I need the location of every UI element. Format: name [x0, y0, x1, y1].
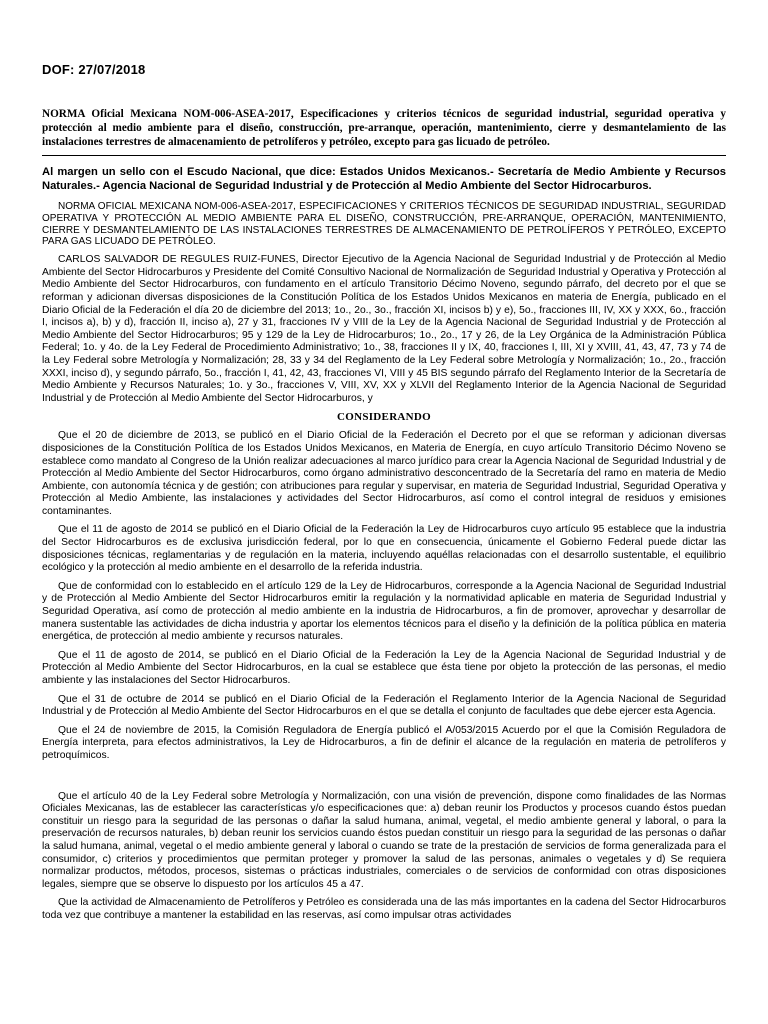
section-gap: [42, 769, 726, 791]
considerando-paragraph: Que el 20 de diciembre de 2013, se publicó en el Diario Oficial de la Federación el Decreto por el que se reforman y adicionan diversas disposiciones de la Constitución Política de los Estados Unidos Mexicanos, en Materia de Energía, en cuyo artículo Transitorio Décimo Noveno se establece como mandato al Congreso de la Unión realizar adecuaciones al marco jurídico para crear la Agencia Nacional de Seguridad Industrial y de Protección al Medio Ambiente del Sector Hidrocarburos, como órgano administrativo desconcentrado de la Secretaría del ramo en materia de Medio Ambiente, con autonomía técnica y de gestión; con atribuciones para regular y supervisar, en materia de Seguridad Industrial, Seguridad Operativa y Protección al Medio Ambiente, las instalaciones y actividades del Sector Hidrocarburos, así como el control integral de residuos y emisiones contaminantes.: [42, 430, 726, 517]
margen-sello: Al margen un sello con el Escudo Nacional, que dice: Estados Unidos Mexicanos.- Secretaría de Medio Ambiente y Recursos Naturales.- Agencia Nacional de Seguridad Industrial y de Protección al Medio Ambiente del Sector Hidrocarburos.: [42, 166, 726, 192]
considerando-heading: CONSIDERANDO: [336, 411, 432, 424]
considerando-paragraph: Que la actividad de Almacenamiento de Petrolíferos y Petróleo es considerada una de las más importantes en la cadena del Sector Hidrocarburos toda vez que contribuye a mantener la estabilidad en las reservas, así como impulsar otras actividades: [42, 897, 726, 921]
considerando-paragraph: Que el 11 de agosto de 2014 se publicó en el Diario Oficial de la Federación la Ley de Hidrocarburos cuyo artículo 95 establece que la industria del Sector Hidrocarburos es de exclusiva jurisdicción federal, por lo que en consecuencia, únicamente el Gobierno Federal puede dictar las disposiciones técnicas, reglamentarias y de regulación en la materia, incluyendo aquéllas relacionadas con el desarrollo sustentable, el equilibrio ecológico y la protección al medio ambiente en el desarrollo de la referida industria.: [42, 524, 726, 574]
director-paragraph: CARLOS SALVADOR DE REGULES RUIZ-FUNES, Director Ejecutivo de la Agencia Nacional de Seguridad Industrial y de Protección al Medio Ambiente del Sector Hidrocarburos y Presidente del Comité Consultivo Nacional de Normalización de Seguridad Industrial y Operativa y Protección al Medio Ambiente del Sector Hidrocarburos, con fundamento en el artículo Transitorio Décimo Noveno, segundo párrafo, del decreto por el que se reforman y adicionan diversas disposiciones de la Constitución Política de los Estados Unidos Mexicanos en materia de Energía, publicado en el Diario Oficial de la Federación el día 20 de diciembre del 2013; 1o., 2o., 3o., fracción XI, incisos b) y e), 5o., fracciones III, IV, XX y XXX, 6o., fracción I, incisos a), b) y d), fracción II, inciso a), 27 y 31, fracciones IV y VIII de la Ley de la Agencia Nacional de Seguridad Industrial y de Protección al Medio Ambiente del Sector Hidrocarburos; 95 y 129 de la Ley de Hidrocarburos; 1o., 2o., 17 y 26, de la Ley Orgánica de la Administración Pública Federal; 1o. y 4o. de la Ley Federal de Procedimiento Administrativo; 1o., 38, fracciones II y IX, 40, fracciones I, III, XI y XVIII, 41, 43, 47, 73 y 74 de la Ley Federal sobre Metrología y Normalización; 28, 33 y 34 del Reglamento de la Ley Federal sobre Metrología y Normalización; 1o., 2o., fracción XXXI, inciso d), y segundo párrafo, 5o., fracción I, 41, 42, 43, fracciones VI, VIII y 45 BIS segundo párrafo del Reglamento Interior de la Secretaría de Medio Ambiente y Recursos Naturales; 1o. y 3o., fracciones V, VIII, XV, XX y XLVII del Reglamento Interior de la Agencia Nacional de Seguridad Industrial y de Protección al Medio Ambiente del Sector Hidrocarburos, y: [42, 254, 726, 404]
norma-caps-paragraph: NORMA OFICIAL MEXICANA NOM-006-ASEA-2017, ESPECIFICACIONES Y CRITERIOS TÉCNICOS DE SEGURIDAD INDUSTRIAL, SEGURIDAD OPERATIVA Y PROTECCIÓN AL MEDIO AMBIENTE PARA EL DISEÑO, CONSTRUCCIÓN, PRE-ARRANQUE, OPERACIÓN, MANTENIMIENTO, CIERRE Y DESMANTELAMIENTO DE LAS INSTALACIONES TERRESTRES DE ALMACENAMIENTO DE PETROLÍFEROS Y PETRÓLEO, EXCEPTO PARA GAS LICUADO DE PETRÓLEO.: [42, 201, 726, 248]
considerando-paragraph: Que el 24 de noviembre de 2015, la Comisión Reguladora de Energía publicó el A/053/2015 Acuerdo por el que la Comisión Reguladora de Energía interpreta, para efectos administrativos, la Ley de Hidrocarburos, a fin de definir el alcance de la regulación en materia de petrolíferos y petroquímicos.: [42, 724, 726, 761]
considerando-paragraph: Que de conformidad con lo establecido en el artículo 129 de la Ley de Hidrocarburos, corresponde a la Agencia Nacional de Seguridad Industrial y de Protección al Medio Ambiente del Sector Hidrocarburos emitir la regulación y la normatividad aplicable en materia de Seguridad Industrial y Seguridad Operativa, así como de protección al medio ambiente en la industria de Hidrocarburos, a fin de promover, aprovechar y desarrollar de manera sustentable las actividades de dicha industria y aportar los elementos técnicos para el diseño y la definición de la política pública en materia energética, de protección al medio ambiente y recursos naturales.: [42, 580, 726, 643]
dof-date: DOF: 27/07/2018: [42, 62, 146, 77]
considerando-paragraph: Que el 31 de octubre de 2014 se publicó en el Diario Oficial de la Federación el Reglamento Interior de la Agencia Nacional de Seguridad Industrial y de Protección al Medio Ambiente del Sector Hidrocarburos en el que se detalla el conjunto de facultades que debe ejercer esta Agencia.: [42, 693, 726, 718]
norma-title: NORMA Oficial Mexicana NOM-006-ASEA-2017, Especificaciones y criterios técnicos de seguridad industrial, seguridad operativa y protección al medio ambiente para el diseño, construcción, pre-arranque, operación, mantenimiento, cierre y desmantelamiento de las instalaciones terrestres de almacenamiento de petrolíferos y petróleo, excepto para gas licuado de petróleo.: [42, 107, 726, 156]
considerando-paragraph: Que el artículo 40 de la Ley Federal sobre Metrología y Normalización, con una visión de prevención, dispone como finalidades de las Normas Oficiales Mexicanas, las de establecer las características y/o especificaciones que: a) deban reunir los Productos y procesos cuando éstos puedan constituir un riesgo para la seguridad de las personas o dañar la salud humana, animal, vegetal, el medio ambiente general y laboral, o para la preservación de recursos naturales, b) deban reunir los servicios cuando éstos puedan constituir un riesgo para la seguridad de las personas o dañar la salud humana, animal, vegetal o el medio ambiente general y laboral o cuando se trate de la prestación de servicios de forma generalizada para el consumidor, c) criterios y procedimientos que permitan proteger y promover la salud de las personas, animales o vegetales y d) Se requiera normalizar productos, métodos, procesos, sistemas o prácticas industriales, comerciales o de servicios de conformidad con otras disposiciones legales, siempre que se observe lo dispuesto por los artículos 45 a 47.: [42, 790, 726, 890]
considerando-paragraph: Que el 11 de agosto de 2014, se publicó en el Diario Oficial de la Federación la Ley de la Agencia Nacional de Seguridad Industrial y de Protección al Medio Ambiente del Sector Hidrocarburos, en la cual se establece que ésta tiene por objeto la protección de las personas, el medio ambiente y las instalaciones del Sector Hidrocarburos.: [42, 649, 726, 686]
